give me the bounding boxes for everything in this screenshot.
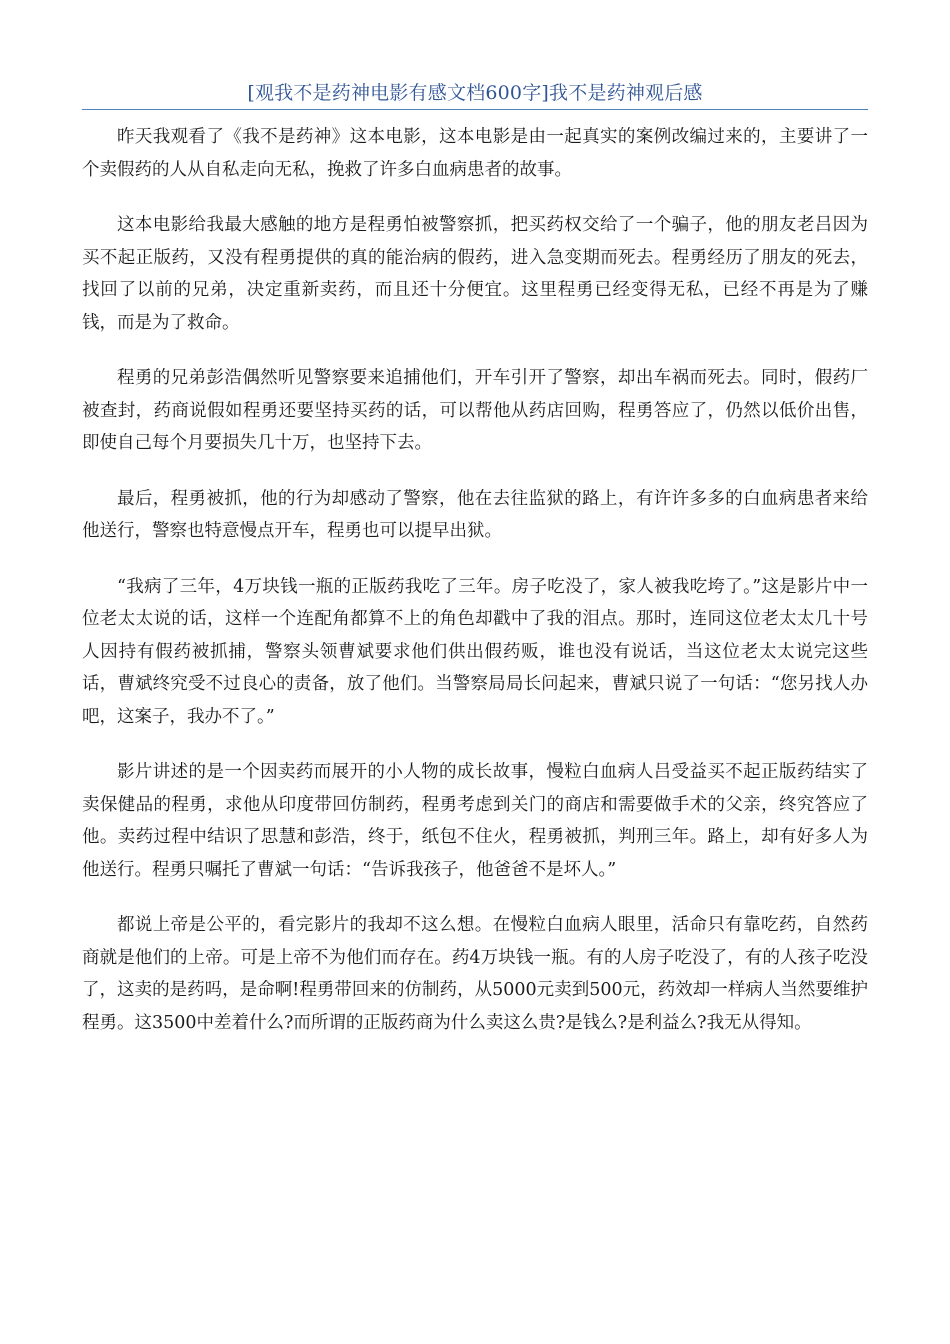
body-paragraph-3: 程勇的兄弟彭浩偶然听见警察要来追捕他们，开车引开了警察，却出车祸而死去。同时，假药厂被查封，药商说假如程勇还要坚持买药的话，可以帮他从药店回购，程勇答应了，仍然以低价出售，即使自己每个月要损失几十万，也坚持下去。 — [82, 368, 868, 453]
body-paragraph-4: 最后，程勇被抓，他的行为却感动了警察，他在去往监狱的路上，有许许多多的白血病患者来给他送行，警察也特意慢点开车，程勇也可以提早出狱。 — [82, 488, 868, 541]
body-paragraph-6: 影片讲述的是一个因卖药而展开的小人物的成长故事，慢粒白血病人吕受益买不起正版药结实了卖保健品的程勇，求他从印度带回仿制药，程勇考虑到关门的商店和需要做手术的父亲，终究答应了他。卖药过程中结识了思慧和彭浩，终于，纸包不住火，程勇被抓，判刑三年。路上，却有好多人为他送行。程勇只嘱托了曹斌一句话：“告诉我孩子，他爸爸不是坏人。” — [82, 762, 868, 880]
body-paragraph-5: “我病了三年，4万块钱一瓶的正版药我吃了三年。房子吃没了，家人被我吃垮了。”这是影片中一位老太太说的话，这样一个连配角都算不上的角色却戳中了我的泪点。那时，连同这位老太太几十号人因持有假药被抓捕，警察头领曹斌要求他们供出假药贩，谁也没有说话，当这位老太太说完这些话，曹斌终究受不过良心的责备，放了他们。当警察局局长问起来，曹斌只说了一句话：“您另找人办吧，这案子，我办不了。” — [82, 576, 868, 727]
title-underline-divider — [82, 109, 868, 110]
body-paragraph-2: 这本电影给我最大感触的地方是程勇怕被警察抓，把买药权交给了一个骗子，他的朋友老吕因为买不起正版药，又没有程勇提供的真的能治病的假药，进入急变期而死去。程勇经历了朋友的死去，找回了以前的兄弟，决定重新卖药，而且还十分便宜。这里程勇已经变得无私，已经不再是为了赚钱，而是为了救命。 — [82, 215, 868, 333]
body-paragraph-7: 都说上帝是公平的，看完影片的我却不这么想。在慢粒白血病人眼里，活命只有靠吃药，自然药商就是他们的上帝。可是上帝不为他们而存在。药4万块钱一瓶。有的人房子吃没了，有的人孩子吃没了，这卖的是药吗，是命啊!程勇带回来的仿制药，从5000元卖到500元，药效却一样病人当然要维护程勇。这3500中差着什么?而所谓的正版药商为什么卖这么贵?是钱么?是利益么?我无从得知。 — [82, 915, 868, 1033]
document-title: [观我不是药神电影有感文档600字]我不是药神观后感 — [247, 82, 703, 104]
body-paragraph-1: 昨天我观看了《我不是药神》这本电影，这本电影是由一起真实的案例改编过来的，主要讲了一个卖假药的人从自私走向无私，挽救了许多白血病患者的故事。 — [82, 127, 868, 180]
document-body — [82, 121, 868, 1062]
